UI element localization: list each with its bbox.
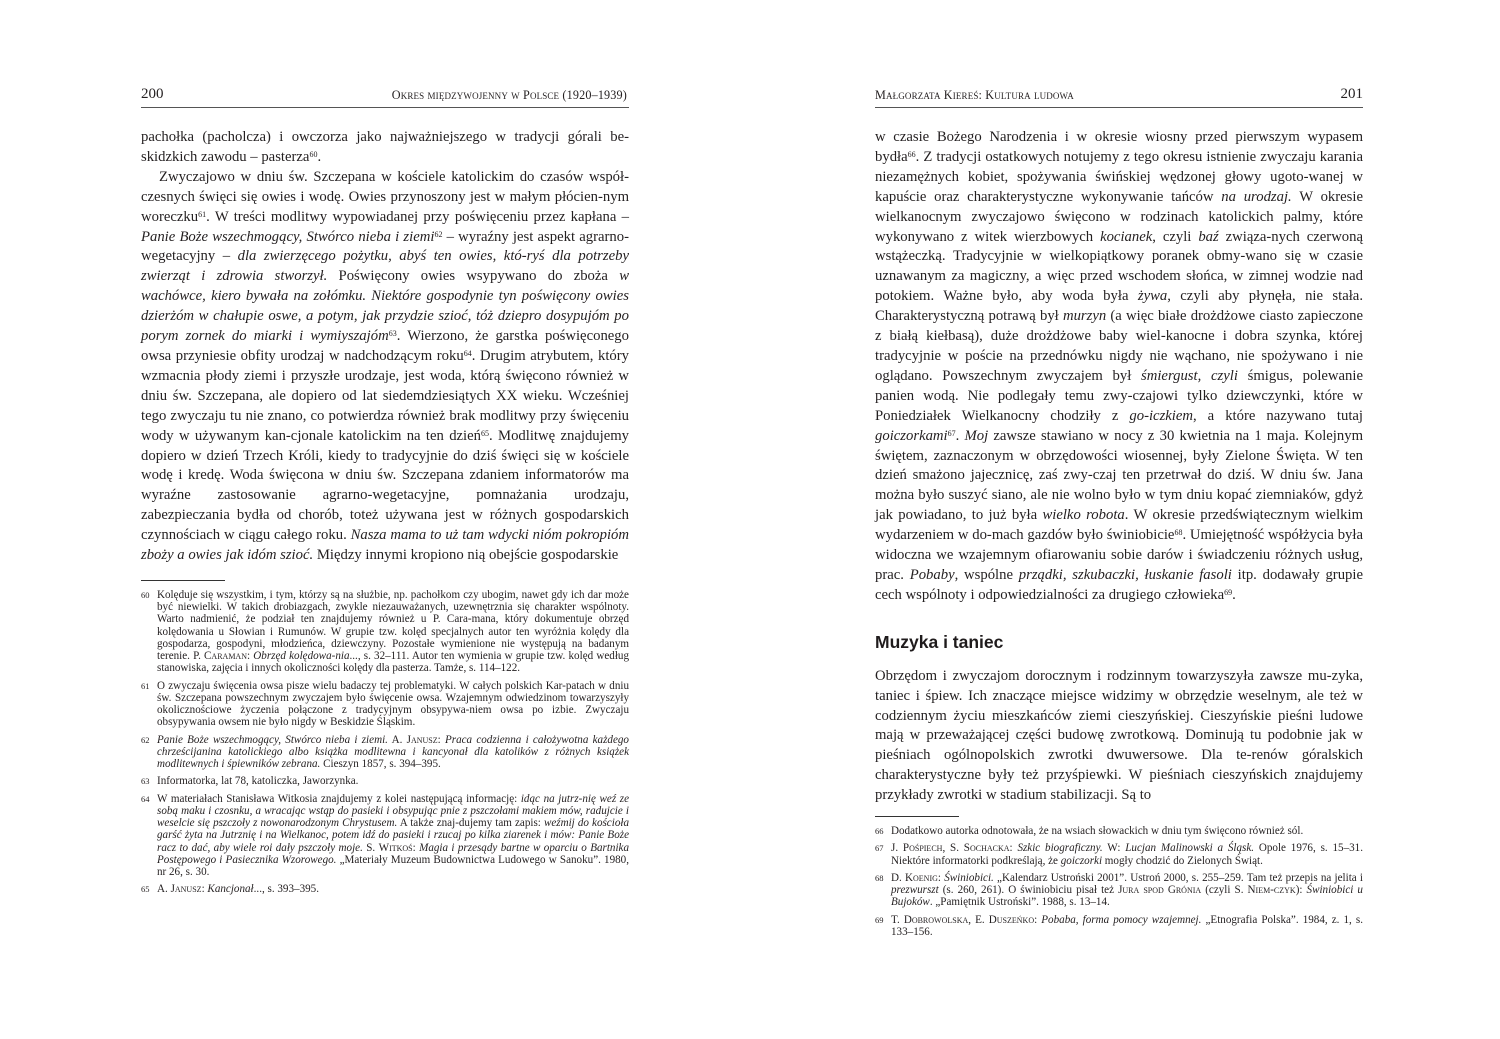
author-name: Witkoś [378,841,413,854]
footnote-ref: 69 [1224,587,1233,597]
footnote-ref: 65 [481,428,490,438]
italic-text: baź [1198,228,1219,245]
italic-text: Panie Boże wszechmogący, Stwórco nieba i ziemi. [157,733,388,746]
author-name: Duszeńko [988,913,1035,926]
footnote-number: 67 [875,843,884,854]
italic-text: goiczorkami [875,427,948,444]
italic-text: na urodzaj. [1221,188,1292,205]
footnote-text: Informatorka, lat 78, katoliczka, Jaworzynka. [157,775,359,788]
footnote-text: Panie Boże wszechmogący, Stwórco nieba i ziemi. A. Janusz: Praca codzienna i całożywotna każdego chrześcijanina katolickiego albo książka modlitewna i kancyonał dla katolików z różnych książek modlitewnych i śpiewników zebrana. Cieszyn 1857, s. 394–395. [157,733,629,771]
footnote [875,825,1363,837]
footnote-text: A. Janusz: Kancjonał..., s. 393–395. [157,883,319,896]
footnote-ref: 66 [907,149,916,159]
paragraph: Zwyczajowo w dniu św. Szczepana w kościele katolickim do czasów współ-czesnych święci się owies i wodę. Owies przynoszony jest w małym płócien-nym woreczku$^{61}$. W treści modlitwy wypowiadanej przy poświęceniu przez kapłana – Panie Boże wszechmogący, Stwórco nieba i ziemi$^{62}$ – wyraźny jest aspekt agrarno-wegetacyjny – dla zwierzęcego pożytku, abyś ten owies, któ-ryś dla potrzeby zwierząt i zdrowia stworzył. Poświęcony owies wsypywano do zboża w wachówce, kiero bywała na zołómku. Niektóre gospodynie tyn poświęcony owies dzierżóm w chałupie oswe, a potym, jak przydzie szioć, tóż dziepro dosypujóm po porym zornek do miarki i wymiyszajóm$^{63}$. Wierzono, że garstka poświęconego owsa przyniesie obfity urodzaj w nadchodzącym roku$^{64}$. Drugim atrybutem, który wzmacnia płody ziemi i przyszłe urodzaje, jest woda, którą święcono również w dniu św. Szczepana, ale dopiero od lat siedemdziesiątych XX wieku. Wcześniej tego zwyczaju tu nie znano, co potwierdza również brak modlitwy przy święceniu wody w używanym kan-cjonale katolickim na ten dzień$^{65}$. Modlitwę znajdujemy dopiero w dzień Trzech Króli, kiedy to tradycyjnie do dziś święci się w kościele wodę i kredę. Woda święcona w dniu św. Szczepana zdaniem informatorów ma wyraźne zastosowanie agrarno-wegetacyjne, pomnażania urodzaju, zabezpieczania bydła od chorób, toteż używana jest w różnych gospodarskich czynnościach w ciągu całego roku. Nasza mama to uż tam wdycki nióm pokropióm zboży a owies jak idóm szioć. Między innymi kropiono nią obejście gospodarskie [141,168,630,564]
right-running-header [875,84,1363,108]
left-page [141,0,629,901]
section-heading: Muzyka i taniec [875,631,1004,652]
italic-text: wielko robota [1042,507,1125,524]
italic-text: Świniobici. [944,871,994,884]
footnote [141,734,629,771]
italic-text: weźmij do kościoła garść żyta na Jutrznię i na Wielkanoc, potem idź do pasieki i rzucaj po kilka ziarenek i mów: Panie Boże racz to dać, aby wiele roi dały pszczoły moje. [157,817,629,854]
italic-text: prządki, szkubaczki, łuskanie fasoli [1018,566,1232,583]
italic-text: w wachówce, kiero bywała na zołómku. Niektóre gospodynie tyn poświęcony owies dzierżóm w chałupie oswe, a potym, jak przydzie szioć, tóż dziepro dosypujóm po porym zornek do miarki i wymiyszajóm [141,268,630,345]
right-section-text [875,667,1363,806]
footnote-ref: 61 [198,209,207,219]
left-running-title: Okres międzywojenny w Polsce (1920–1939) [391,88,627,102]
author-name: Caraman [204,650,247,663]
right-footnotes [875,825,1363,938]
footnote-number: 62 [141,734,150,745]
right-footnote-rule [875,816,959,817]
author-name: Sochacka [963,842,1010,855]
footnote-ref: 64 [463,348,472,358]
italic-text: murzyn [1062,308,1107,325]
footnote-ref: 63 [388,329,397,339]
footnote-ref: 68 [1174,528,1183,538]
left-body-text [141,128,629,566]
italic-text: Szkic biograficzny. [1017,842,1103,855]
italic-text: Pobaby [909,566,955,583]
footnote-number: 61 [141,680,150,691]
footnote-ref: 60 [309,149,318,159]
right-body-text [875,128,1363,606]
author-name: Koenig [905,871,938,884]
italic-text: kocianek [1100,228,1153,245]
italic-text: Kancjonał [207,883,254,896]
paragraph: w czasie Bożego Narodzenia i w okresie wiosny przed pierwszym wypasem bydła$^{66}$. Z tradycji ostatkowych notujemy z tego okresu istnienie zwyczaju karania niezamężnych kobiet, spożywania świńskiej wędzonej głowy ugoto-wanej w kapuście oraz charakterystyczne wykonywanie tańców na urodzaj. W okresie wielkanocnym zwyczajowo święcono w rodzinach katolickich palmy, które wykonywano z witek wierzbowych kocianek, czyli baź związa-nych czerwoną wstążeczką. Tradycyjnie w wielkopiątkowy poranek obmy-wano się w czasie uznawanym za magiczny, a więc przed wschodem słońca, w zimnej wodzie nad potokiem. Ważne było, aby woda była żywa, czyli aby płynęła, nie stała. Charakterystyczną potrawą był murzyn (a więc białe drożdżowe ciasto zapieczone z białą kiełbasą), duże drożdżowe baby wiel-kanocne i dobra szynka, której tradycyjnie w poście na przednówku nigdy nie wąchano, nie spożywano i nie oglądano. Powszechnym zwyczajem był śmiergust, czyli śmigus, polewanie panien wodą. Nie podlegały temu zwy-czajowi tylko dziewczynki, które w Poniedziałek Wielkanocny chodziły z go-iczkiem, a które nazywano tutaj goiczorkami$^{67}$. Moj zawsze stawiano w nocy z 30 kwietnia na 1 maja. Kolejnym świętem, zaznaczonym w obrzędowości wiosennej, były Zielone Święta. W ten dzień smażono jajecznicę, zaś zwy-czaj ten przetrwał do dziś. W dniu św. Jana można było suszyć siano, ale nie wolno było w tym dniu kopać ziemniaków, gdyż jak powiadano, to już była wielko robota. W okresie przedświątecznym wielkim wydarzeniem w do-mach gazdów było świniobicie$^{68}$. Umiejętność współżycia była widoczna we wzajemnym ofiarowaniu sobie darów i świadczeniu różnych usług, prac. Pobaby, wspólne prządki, szkubaczki, łuskanie fasoli itp. dodawały grupie cech wspólnoty i odpowiedzialności za drugiego człowieka$^{69}$. [875,129,1364,603]
footnote-text: W materiałach Stanisława Witkosia znajdujemy z kolei następującą informację: idąc na jutrz-nię weź ze sobą maku i czosnku, a wracając wstąp do pasieki i obsypując pnie z pszczołami makiem mów, radujcie i weselcie się pszczoły z nowonarodzonym Chrystusem. A także znaj-dujemy tam zapis: weźmij do kościoła garść żyta na Jutrznię i na Wielkanoc, potem idź do pasieki i rzucaj po kilka ziarenek i mów: Panie Boże racz to dać, aby wiele roi dały pszczoły moje. S. Witkoś: Magia i przesądy bartne w oparciu o Bartnika Postępowego i Pasiecznika Wzorowego. „Materiały Muzeum Budownictwa Ludowego w Sanoku”. 1980, nr 26, s. 30. [157,792,630,879]
author-name: Janusz [170,883,202,896]
footnote-ref: 67 [947,428,956,438]
footnote [141,793,629,879]
italic-text: idąc na jutrz-nię weź ze sobą maku i czosnku, a wracając wstąp do pasieki i obsypując pnie z pszczołami makiem mów, radujcie i weselcie się pszczoły z nowonarodzonym Chrystusem. [157,792,630,830]
italic-text: goiczorki [1060,854,1103,867]
author-name: Dobrowolska [903,913,969,926]
footnote-number: 69 [875,914,884,925]
author-name: Janusz [406,733,438,746]
footnote-text: J. Pośpiech, S. Sochacka: Szkic biograficzny. W: Lucjan Malinowski a Śląsk. Opole 1976, s. 15–31. Niektóre informatorki podkreślają, że goiczorki mogły chodzić do Zielonych Świąt. [891,842,1363,867]
footnote [141,680,629,729]
italic-text: Pobaba, forma pomocy wzajemnej. [1041,913,1202,926]
footnote [141,883,629,895]
left-footnotes [141,589,629,896]
footnote [141,775,629,787]
italic-text: Magia i przesądy bartne w oparciu o Bartnika Postępowego i Pasiecznika Wzorowego. [157,841,630,866]
footnote-text: Dodatkowo autorka odnotowała, że na wsiach słowackich w dniu tym święcono również sól. [891,825,1304,838]
right-page-number: 201 [1340,86,1363,102]
footnote [875,842,1363,867]
italic-text: dla zwierzęcego pożytku, abyś ten owies, któ-ryś dla potrzeby zwierząt i zdrowia stworzył. [141,248,629,285]
footnote-number: 64 [141,793,150,804]
italic-text: Obrzęd kolędowa-nia [253,650,350,663]
footnote-number: 66 [875,826,884,837]
left-page-number: 200 [141,86,164,102]
footnote-text: O zwyczaju święcenia owsa pisze wielu badaczy tej problematyki. W całych polskich Kar-patach w dniu św. Szczepana powszechnym zwyczajem było święcenie owsa. Wzajemnym odwiedzinom towarzyszyły okolicznościowe życzenia połączone z tradycyjnym obsypywa-niem owsa po izbie. Zwyczaju obsypywania owsem nie było nigdy w Beskidzie Śląskim. [157,679,629,729]
italic-text: śmiergust, czyli [1141,367,1238,384]
italic-text: Świniobici u Bujoków [891,884,1363,909]
footnote-number: 60 [141,589,150,600]
italic-text: prezwurszt [891,884,939,897]
footnote [141,589,629,675]
footnote-text: T. Dobrowolska, E. Duszeńko: Pobaba, forma pomocy wzajemnej. „Etnografia Polska”. 1984, z. 1, s. 133–156. [891,913,1363,938]
footnote-number: 63 [141,776,150,787]
footnote-number: 65 [141,884,150,895]
author-name: Jura spod Grónia [1118,884,1202,897]
italic-text: Lucjan Malinowski a Śląsk. [1125,842,1255,855]
italic-text: Moj [964,427,989,444]
footnote [875,872,1363,909]
author-name: Niem-czyk [1247,884,1296,897]
left-footnote-rule [141,580,225,581]
paragraph: Obrzędom i zwyczajom dorocznym i rodzinnym towarzyszyła zawsze mu-zyka, taniec i śpiew. Ich znaczące miejsce widzimy w obrzędzie weselnym, ale też w codziennym życiu mieszkańców ziemi cieszyńskiej. Cieszyńskie pieśni ludowe mają w przeważającej części budowę zwrotkową. Dominują tu podobnie jak w pieśniach ogólnopolskich zwrotki dwuwersowe. Dla te-renów góralskich charakterystyczne były też przyśpiewki. W pieśniach cieszyńskich znajdujemy przykłady zwrotki w stadium stabilizacji. Są to [875,667,1363,804]
right-running-title: Małgorzata Kiereś: Kultura ludowa [875,88,1074,102]
italic-text: żywa [1137,288,1168,305]
italic-text: Panie Boże wszechmogący, Stwórco nieba i ziemi [141,228,435,245]
left-running-header [141,84,629,108]
footnote-number: 68 [875,872,884,883]
italic-text: Praca codzienna i całożywotna każdego chrześcijanina katolickiego albo książka modlitewna i kancyonał dla katolików z różnych książek modlitewnych i śpiewników zebrana. [157,733,629,771]
author-name: Pośpiech [902,842,943,855]
footnote-text: Kolęduje się wszystkim, i tym, którzy są na służbie, np. pachołkom czy ubogim, nawet gdy ich dar może być niewielki. W takich drobiazgach, zwykle niezauważanych, uzewnętrznia się charakter wspólnoty. Warto nadmienić, że podział ten znajdujemy również u P. Cara-mana, który dokumentuje obrzęd kolędowania u Słowian i Rumunów. W grupie tzw. kolęd specjalnych autor ten wyróżnia kolędy dla gospodarza, gospodyni, młodzieńca, dziewczyny. Pozostałe wymienione nie występują na badanym terenie. P. Caraman: Obrzęd kolędowa-nia..., s. 32–111. Autor ten wymienia w grupie tzw. kolęd według stanowiska, zajęcia i innych okoliczności kolędy dla pasterza. Tamże, s. 114–122. [157,588,629,675]
italic-text: Nasza mama to uż tam wdycki nióm pokropióm zboży a owies jak idóm szioć. [141,527,629,564]
footnote-ref: 62 [434,229,443,239]
italic-text: go-iczkiem [1129,407,1194,424]
right-page [875,0,1363,943]
footnote-text: D. Koenig: Świniobici. „Kalendarz Ustroński 2001”. Ustroń 2000, s. 255–259. Tam też przepis na jelita i prezwurszt (s. 260, 261). O świniobiciu pisał też Jura spod Grónia (czyli S. Niem-czyk): Świniobici u Bujoków. „Pamiętnik Ustroński”. 1988, s. 13–14. [891,871,1363,909]
paragraph: pachołka (pacholcza) i owczorza jako najważniejszego w tradycji górali be-skidzkich zawodu – pasterza$^{60}$. [141,129,629,165]
footnote [875,914,1363,939]
